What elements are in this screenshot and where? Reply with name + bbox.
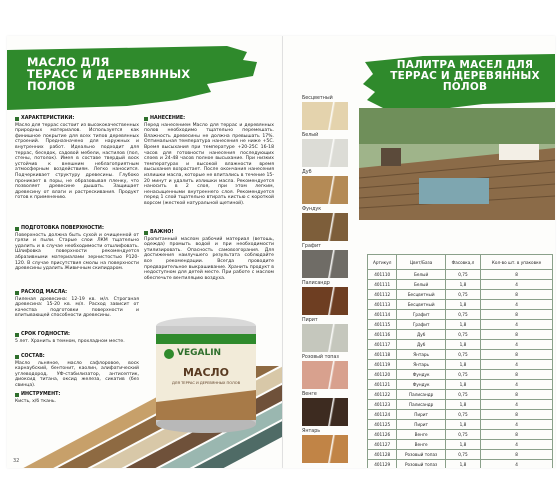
table-header-cell: Артикул [368, 255, 397, 270]
swatch-label: Пирит [302, 318, 318, 323]
table-cell: Фундук [397, 370, 445, 380]
characteristics-section [15, 116, 139, 201]
table-cell: 401128 [368, 450, 397, 460]
table-cell: 4 [481, 280, 553, 290]
table-cell: 0,75 [445, 430, 480, 440]
section-heading: ИНСТРУМЕНТ: [21, 392, 61, 397]
page-number: 32 [13, 458, 20, 464]
color-swatch [302, 435, 348, 463]
table-cell: 8 [481, 330, 553, 340]
section-heading: РАСХОД МАСЛА: [21, 290, 68, 295]
table-row [368, 280, 553, 290]
table-cell: 1,8 [445, 320, 480, 330]
table-row [368, 460, 553, 469]
table-row [368, 380, 553, 390]
table-cell: 4 [481, 300, 553, 310]
table-cell: 401111 [368, 280, 397, 290]
terrace-photo [359, 108, 555, 220]
table-cell: 401123 [368, 400, 397, 410]
table-cell: Палисандр [397, 400, 445, 410]
table-cell: 0,75 [445, 450, 480, 460]
color-swatch [302, 250, 348, 278]
table-row [368, 300, 553, 310]
table-cell: 1,8 [445, 380, 480, 390]
bullet-icon [15, 227, 19, 231]
table-cell: 8 [481, 310, 553, 320]
color-swatch [302, 398, 348, 426]
table-cell: 401116 [368, 330, 397, 340]
table-cell: 8 [481, 290, 553, 300]
left-title-line: ТЕРАСС И ДЕРЕВЯННЫХ [27, 67, 191, 81]
bullet-icon [15, 117, 19, 121]
table-row [368, 310, 553, 320]
color-swatch [302, 361, 348, 389]
table-cell: Пирит [397, 420, 445, 430]
section-text: Масло для террас состоит из высококачественных природных материалов. Используется как финишное покрытие для всех типов деревянных строений. Предназначено для наружных и внутренних работ. Идеально подходит для террас, беседок, садовой мебели, настилов (пол, стены, потолок). Имея в составе твердый воск устойчив к внешним неблагоприятным атмосферным воздействиям. Легко наносится. Подчеркивает структуру древесины. Глубоко проникает в поры, не образовывая пленку, что позволяет древесине дышать. Защищает древесину от влаги и растрескивания. Продукт готов к применению. [15, 122, 139, 201]
bullet-icon [15, 355, 19, 359]
table-cell: 4 [481, 400, 553, 410]
swatch-label: Венге [302, 392, 317, 397]
table-cell: 401126 [368, 430, 397, 440]
table-row [368, 370, 553, 380]
table-cell: 4 [481, 440, 553, 450]
bullet-icon [144, 117, 148, 121]
table-header-cell: Цвет/База [397, 255, 445, 270]
table-cell: Янтарь [397, 360, 445, 370]
right-title [385, 60, 545, 93]
table-cell: 0,75 [445, 290, 480, 300]
color-swatch [302, 102, 348, 130]
table-cell: Графит [397, 310, 445, 320]
table-cell: Бесцветный [397, 290, 445, 300]
table-cell: 8 [481, 450, 553, 460]
table-cell: Розовый топаз [397, 460, 445, 469]
table-cell: 4 [481, 360, 553, 370]
table-cell: 1,8 [445, 300, 480, 310]
color-swatch [302, 213, 348, 241]
right-title-line: ПОЛОВ [442, 81, 488, 93]
table-cell: 1,8 [445, 360, 480, 370]
table-cell: 0,75 [445, 310, 480, 320]
table-cell: 4 [481, 420, 553, 430]
table-row [368, 360, 553, 370]
important-section [144, 230, 274, 281]
table-row [368, 340, 553, 350]
table-cell: 0,75 [445, 350, 480, 360]
table-cell: Венге [397, 440, 445, 450]
table-cell: Палисандр [397, 390, 445, 400]
section-text: 5 лет. Хранить в темном, прохладном месте. [15, 338, 125, 344]
bullet-icon [15, 333, 19, 337]
swatch-label: Палисандр [302, 281, 330, 286]
table-cell: 8 [481, 410, 553, 420]
table-row [368, 330, 553, 340]
table-cell: 4 [481, 340, 553, 350]
table-cell: 401117 [368, 340, 397, 350]
section-heading: СРОК ГОДНОСТИ: [21, 332, 70, 337]
section-heading: ХАРАКТЕРИСТИКИ: [21, 116, 75, 121]
table-cell: 401115 [368, 320, 397, 330]
section-heading: НАНЕСЕНИЕ: [150, 116, 186, 121]
table-cell: 401114 [368, 310, 397, 320]
table-cell: 1,8 [445, 440, 480, 450]
section-text: Пропитанный маслом рабочий материал (ветошь, одежда) промыть водой и при необходимости утилизировать. Опасность самовозгорания. Для достижения наилучшего результата соблюдайте все рекомендации. Всегда проводите предварительное выкрашивание. Хранить продукт в недоступном для детей месте. При работе с маслом обеспечьте вентиляцию воздуха. [144, 236, 274, 281]
table-cell: 1,8 [445, 340, 480, 350]
application-section [144, 116, 274, 207]
table-cell: 401118 [368, 350, 397, 360]
table-cell: 401129 [368, 460, 397, 469]
table-cell: 0,75 [445, 370, 480, 380]
left-title [27, 56, 190, 92]
can-product: МАСЛО [182, 366, 230, 379]
table-cell: 4 [481, 320, 553, 330]
table-cell: Дуб [397, 330, 445, 340]
section-text: Перед нанесением Масло для террас и деревянных полов необходимо тщательно перемешать. Влажность древесины не должна превышать 17%. Оптимальная температура нанесения не ниже +5С. Время высыхания при температуре +20-25С 16-18 часов для готовности нанесения последующих слоев и 24-48 часов полное высыхание. При низких температурах и высокой влажности время высыхания возрастает. После окончания нанесения излишки масла, которые не впитались в течение 15-20 минут и удалить излишки масла. Рекомендуется наносить в 2 слоя, при этом легким, ненасыщенными внутреннего слоя. Рекомендуется перед 1 слой тщательно втирать кистью с короткой ворсом (жесткой натуральной щетиной). [144, 122, 274, 206]
bullet-icon [144, 231, 148, 235]
table-cell: 8 [481, 370, 553, 380]
color-swatch [302, 139, 348, 167]
table-cell: 4 [481, 380, 553, 390]
swatch-label: Фундук [302, 207, 322, 212]
table-cell: 1,8 [445, 400, 480, 410]
swatch-label: Графит [302, 244, 321, 249]
table-cell: 8 [481, 350, 553, 360]
table-cell: Графит [397, 320, 445, 330]
can-brand: VEGALIN [177, 348, 222, 358]
table-row [368, 400, 553, 410]
swatch-label: Бесцветный [302, 96, 333, 101]
section-text: Кисть, х/б ткань. [15, 398, 57, 404]
table-cell: Белый [397, 270, 445, 280]
table-cell: Пирит [397, 410, 445, 420]
table-cell: 8 [481, 390, 553, 400]
table-cell: Бесцветный [397, 300, 445, 310]
right-page [283, 36, 555, 468]
table-cell: 1,8 [445, 280, 480, 290]
table-cell: 401110 [368, 270, 397, 280]
table-row [368, 270, 553, 280]
section-heading: ВАЖНО! [150, 230, 174, 235]
section-text: Пиленая древесина: 12-19 кв. м/л. Строганая древесина: 15-20 кв. м/л. Расход зависит от качества подготовки поверхности и впитывающей способности древесины. [15, 296, 139, 319]
table-row [368, 390, 553, 400]
table-cell: Фундук [397, 380, 445, 390]
table-row [368, 290, 553, 300]
table-row [368, 420, 553, 430]
section-heading: СОСТАВ: [21, 354, 45, 359]
table-cell: 8 [481, 270, 553, 280]
table-cell: 0,75 [445, 330, 480, 340]
shelf-life-section [15, 332, 139, 344]
color-swatch [302, 287, 348, 315]
color-swatch [302, 176, 348, 204]
product-table [367, 254, 553, 468]
table-cell: Венге [397, 430, 445, 440]
table-cell: 401127 [368, 440, 397, 450]
swatch-label: Розовый топаз [302, 355, 339, 360]
table-cell: 1,8 [445, 460, 480, 469]
table-cell: 0,75 [445, 390, 480, 400]
table-cell: 401112 [368, 290, 397, 300]
left-title-line: ПОЛОВ [27, 79, 76, 93]
table-cell: 401113 [368, 300, 397, 310]
table-header-row [368, 255, 553, 270]
section-text: Поверхность должна быть сухой и очищенной от грязи и пыли. Старые слои ЛКМ тщательно удалить и в случае необходимости отшлифовать. Шлифовка поверхности рекомендуется абразивными материалами зернистостью P120-120. В случае присутствия смолы на поверхности древесины удалить Живичным скипидаром. [15, 232, 139, 272]
table-row [368, 430, 553, 440]
table-cell: Дуб [397, 340, 445, 350]
swatch-label: Дуб [302, 170, 312, 175]
swatch-label: Белый [302, 133, 319, 138]
right-title-line: ПАЛИТРА МАСЕЛ ДЛЯ [396, 59, 534, 71]
color-swatch [302, 324, 348, 352]
right-title-line: ТЕРРАС И ДЕРЕВЯННЫХ [390, 70, 540, 82]
product-can [153, 314, 259, 434]
table-row [368, 450, 553, 460]
table-cell: 401121 [368, 380, 397, 390]
table-cell: 8 [481, 430, 553, 440]
section-text: Масло льняное, масло сафлоровое, воск карнаубский, бентонит, каолин, алифатический углеводород, УФ-стабилизатор, антисептик, диоксид титана, оксид железа, сикатив (без свинца). [15, 360, 139, 388]
table-cell: Белый [397, 280, 445, 290]
table-cell: 401119 [368, 360, 397, 370]
table-cell: 401124 [368, 410, 397, 420]
table-cell: 401120 [368, 370, 397, 380]
table-cell: 401125 [368, 420, 397, 430]
table-cell: 401122 [368, 390, 397, 400]
table-row [368, 410, 553, 420]
swatch-label: Янтарь [302, 429, 321, 434]
table-cell: Янтарь [397, 350, 445, 360]
table-header-cell: Фасовка,л [445, 255, 480, 270]
table-header-cell: Кол-во шт. в упаковке [481, 255, 553, 270]
table-cell: 0,75 [445, 270, 480, 280]
consumption-section [15, 290, 139, 319]
section-heading: ПОДГОТОВКА ПОВЕРХНОСТИ: [21, 226, 104, 231]
table-cell: 0,75 [445, 410, 480, 420]
table-row [368, 320, 553, 330]
table-row [368, 350, 553, 360]
bullet-icon [15, 291, 19, 295]
table-cell: 1,8 [445, 420, 480, 430]
table-row [368, 440, 553, 450]
table-cell: Розовый топаз [397, 450, 445, 460]
left-page [7, 36, 283, 468]
table-cell: 4 [481, 460, 553, 469]
left-title-line: МАСЛО ДЛЯ [27, 55, 110, 69]
surface-section [15, 226, 139, 272]
can-subtitle: ДЛЯ ТЕРРАС И ДЕРЕВЯННЫХ ПОЛОВ [171, 381, 241, 385]
